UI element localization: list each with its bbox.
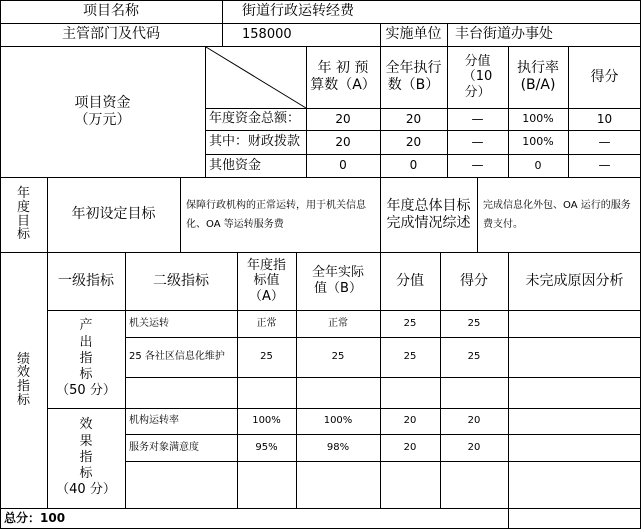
funds-row-rate: 100% [522, 112, 554, 126]
perf-header-target: 年度指 标值 （A） [246, 257, 286, 304]
perf-item-actual: 25 [331, 351, 345, 362]
impl-unit-value: 丰台街道办事处 [455, 26, 553, 43]
perf-item-actual: 正常 [328, 317, 348, 329]
funds-row-score-value: — [471, 158, 484, 173]
funds-row-score: — [598, 134, 611, 149]
funds-row-budget: 20 [335, 111, 351, 126]
funds-col-budget: 年 初 预 算数（A） [310, 60, 376, 93]
perf-header-level2: 二级指标 [153, 272, 209, 289]
funds-row-score-value: — [471, 111, 484, 126]
funds-col-score-value: 分值 （10 分） [462, 53, 493, 100]
funds-col-rate: 执行率 (B/A) [517, 60, 559, 93]
perf-item-score: 20 [467, 415, 481, 426]
perf-item-actual: 98% [326, 441, 350, 453]
goals-initial-label: 年初设定目标 [71, 206, 156, 223]
project-name-value: 街道行政运转经费 [242, 3, 354, 20]
funds-row-label: 其中：财政拨款 [209, 134, 301, 150]
goals-initial-text: 保障行政机构的正常运转，用于机关信息化、OA 等运转服务费 [186, 199, 366, 230]
perf-item-score: 20 [467, 441, 481, 453]
perf-header-reason: 未完成原因分析 [525, 272, 624, 289]
perf-item-name: 服务对象满意度 [129, 441, 199, 453]
perf-item-name: 25 各社区信息化维护 [129, 351, 225, 362]
funds-row-score: — [598, 158, 611, 173]
funds-row-executed: 0 [409, 158, 418, 173]
project-name-label: 项目名称 [83, 3, 139, 20]
goals-side-label: 年 度 目 标 [16, 186, 30, 243]
perf-item-value: 25 [403, 317, 417, 329]
perf-group-output: 产 出 指 标 （50 分） [56, 318, 116, 399]
funds-row-budget: 0 [339, 158, 347, 173]
perf-item-target: 正常 [256, 317, 277, 329]
goals-summary-text: 完成信息化外包、OA 运行的服务费支付。 [483, 199, 631, 230]
funds-row-label: 其他资金 [209, 157, 262, 173]
perf-item-name: 机关运转 [129, 317, 169, 329]
perf-header-value: 分值 [396, 272, 424, 289]
perf-group-effect: 效 果 指 标 （40 分） [56, 417, 116, 498]
perf-item-score: 25 [467, 351, 481, 362]
funds-row-rate: 0 [534, 158, 542, 172]
funds-col-executed: 全年执行 数（B） [385, 60, 442, 93]
funds-row-executed: 20 [405, 111, 422, 126]
performance-side-label: 绩 效 指 标 [16, 351, 30, 408]
funds-row-score-value: — [471, 134, 484, 149]
funds-row-label: 年度资金总额： [209, 111, 301, 127]
perf-header-score: 得分 [460, 272, 488, 289]
funds-row-budget: 20 [335, 134, 351, 149]
impl-unit-label: 实施单位 [385, 26, 442, 43]
dept-code: 158000 [242, 26, 292, 42]
perf-item-value: 25 [403, 351, 417, 362]
perf-item-target: 95% [255, 441, 278, 453]
perf-item-name: 机构运转率 [129, 415, 179, 426]
funds-row-rate: 100% [522, 135, 554, 149]
dept-label: 主管部门及代码 [62, 26, 160, 43]
perf-item-target: 25 [260, 351, 273, 362]
total-score: 总分：100 [4, 511, 66, 526]
funds-label: 项目资金 （万元） [74, 94, 131, 128]
perf-item-value: 20 [403, 441, 417, 453]
funds-row-executed: 20 [405, 134, 422, 149]
perf-header-actual: 全年实际 值（B） [311, 265, 364, 296]
perf-item-actual: 100% [323, 415, 353, 426]
perf-item-value: 20 [403, 415, 417, 426]
perf-item-score: 25 [467, 317, 481, 329]
funds-col-score: 得分 [590, 68, 619, 85]
perf-item-target: 100% [252, 415, 281, 426]
perf-header-level1: 一级指标 [58, 272, 114, 289]
funds-row-score: 10 [596, 111, 613, 126]
goals-summary-label: 年度总体目标 完成情况综述 [386, 197, 471, 231]
